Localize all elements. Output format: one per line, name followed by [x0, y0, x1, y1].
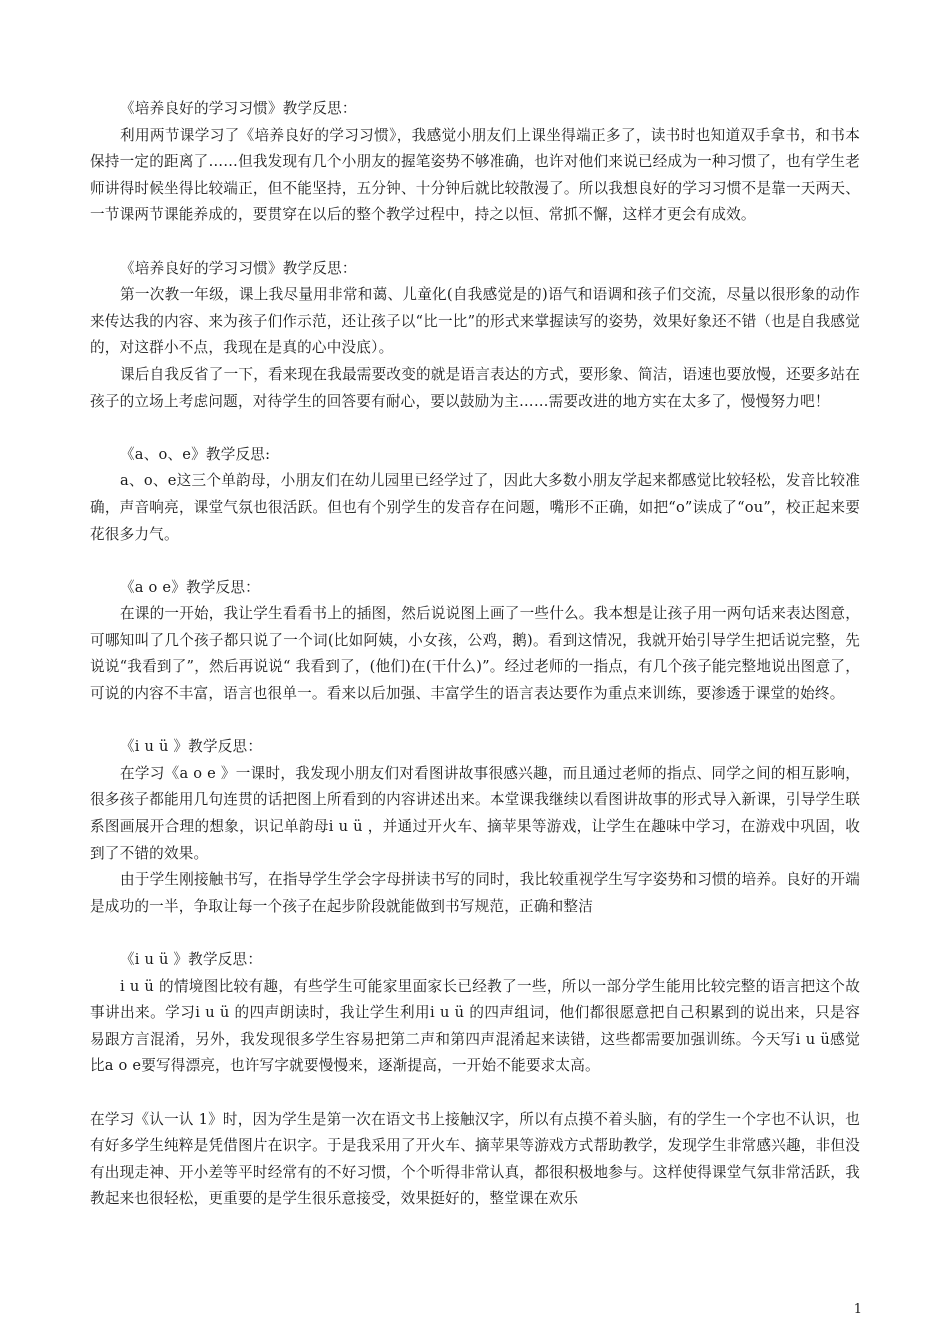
paragraph: 利用两节课学习了《培养良好的学习习惯》，我感觉小朋友们上课坐得端正多了，读书时也知道双手拿书，和书本保持一定的距离了……但我发现有几个小朋友的握笔姿势不够准确，也许对他们来说已经成为一种习惯了，也有学生老师讲得时候坐得比较端正，但不能坚持，五分钟、十分钟后就比较散漫了。所以我想良好的学习习惯不是靠一天两天、一节课两节课能养成的，要贯穿在以后的整个教学过程中，持之以恒、常抓不懈，这样才更会有成效。	[90, 126, 860, 224]
section-heading: 《i u ü 》教学反思：	[120, 951, 263, 968]
closing-section	[90, 1107, 860, 1213]
page-number: 1	[853, 1302, 862, 1317]
reflection-section-4	[90, 575, 860, 708]
paragraph: a、o、e这三个单韵母，小朋友们在幼儿园里已经学过了，因此大多数小朋友学起来都感觉比较轻松，发音比较准确，声音响亮，课堂气氛也很活跃。但也有个别学生的发音存在问题，嘴形不正确，如把“o”读成了“ou”，校正起来要花很多力气。	[90, 472, 860, 543]
paragraph: 在学习《认一认 1》时，因为学生是第一次在语文书上接触汉字，所以有点摸不着头脑，有的学生一个字也不认识，也有好多学生纯粹是凭借图片在识字。于是我采用了开火车、摘苹果等游戏方式帮助教学，发现学生非常感兴趣，非但没有出现走神、开小差等平时经常有的不好习惯，个个听得非常认真，都很积极地参与。这样使得课堂气氛非常活跃，我教起来也很轻松，更重要的是学生很乐意接受，效果挺好的，整堂课在欢乐	[90, 1110, 860, 1208]
paragraph: 在课的一开始，我让学生看看书上的插图，然后说说图上画了一些什么。我本想是让孩子用一两句话来表达图意，可哪知叫了几个孩子都只说了一个词(比如阿姨，小女孩，公鸡，鹅)。看到这情况，我就开始引导学生把话说完整，先说说“我看到了”，然后再说说“ 我看到了，(他们)在(干什么)”。经过老师的一指点，有几个孩子能完整地说出图意了，可说的内容不丰富，语言也很单一。看来以后加强、丰富学生的语言表达要作为重点来训练，要渗透于课堂的始终。	[90, 605, 860, 703]
section-heading: 《i u ü 》教学反思：	[120, 738, 263, 756]
reflection-section-6	[90, 947, 860, 1080]
reflection-section-5	[90, 734, 860, 920]
section-heading: 《培养良好的学习习惯》教学反思：	[120, 259, 357, 277]
paragraph: i u ü 的情境图比较有趣，有些学生可能家里面家长已经教了一些，所以一部分学生能用比较完整的语言把这个故事讲出来。学习i u ü 的四声朗读时，我让学生利用i u ü 的四声组词，他们都很愿意把自己积累到的说出来，只是容易跟方言混淆，另外，我发现很多学生容易把第二声和第四声混淆起来读错，这些都需要加强训练。今天写i u ü感觉比a o e要写得漂亮，也许写字就要慢慢来，逐渐提高，一开始不能要求太高。	[90, 977, 860, 1075]
reflection-section-2	[90, 256, 860, 416]
section-heading: 《a o e》教学反思：	[120, 578, 260, 596]
paragraph: 第一次教一年级，课上我尽量用非常和蔼、儿童化(自我感觉是的)语气和语调和孩子们交流，尽量以很形象的动作来传达我的内容、来为孩子们作示范，还让孩子以“比一比”的形式来掌握读写的姿势，效果好象还不错（也是自我感觉的，对这群小不点，我现在是真的心中没底）。	[90, 286, 860, 357]
paragraph: 在学习《a o e 》一课时，我发现小朋友们对看图讲故事很感兴趣，而且通过老师的指点、同学之间的相互影响，很多孩子都能用几句连贯的话把图上所看到的内容讲述出来。本堂课我继续以看图讲故事的形式导入新课，引导学生联系图画展开合理的想象，识记单韵母i u ü ，并通过开火车、摘苹果等游戏，让学生在趣味中学习，在游戏中巩固，收到了不错的效果。	[90, 764, 860, 862]
reflection-section-1	[90, 96, 860, 229]
section-heading: 《a、o、e》教学反思:	[120, 445, 271, 463]
paragraph: 由于学生刚接触书写，在指导学生学会字母拼读书写的同时，我比较重视学生写字姿势和习惯的培养。良好的开端是成功的一半，争取让每一个孩子在起步阶段就能做到书写规范，正确和整洁	[90, 871, 860, 915]
reflection-section-3	[90, 442, 860, 548]
document-body	[90, 96, 860, 1240]
section-heading: 《培养良好的学习习惯》教学反思：	[120, 100, 357, 117]
paragraph: 课后自我反省了一下，看来现在我最需要改变的就是语言表达的方式，要形象、简洁，语速也要放慢，还要多站在孩子的立场上考虑问题，对待学生的回答要有耐心，要以鼓励为主……需要改进的地方实在太多了，慢慢努力吧！	[90, 365, 860, 410]
